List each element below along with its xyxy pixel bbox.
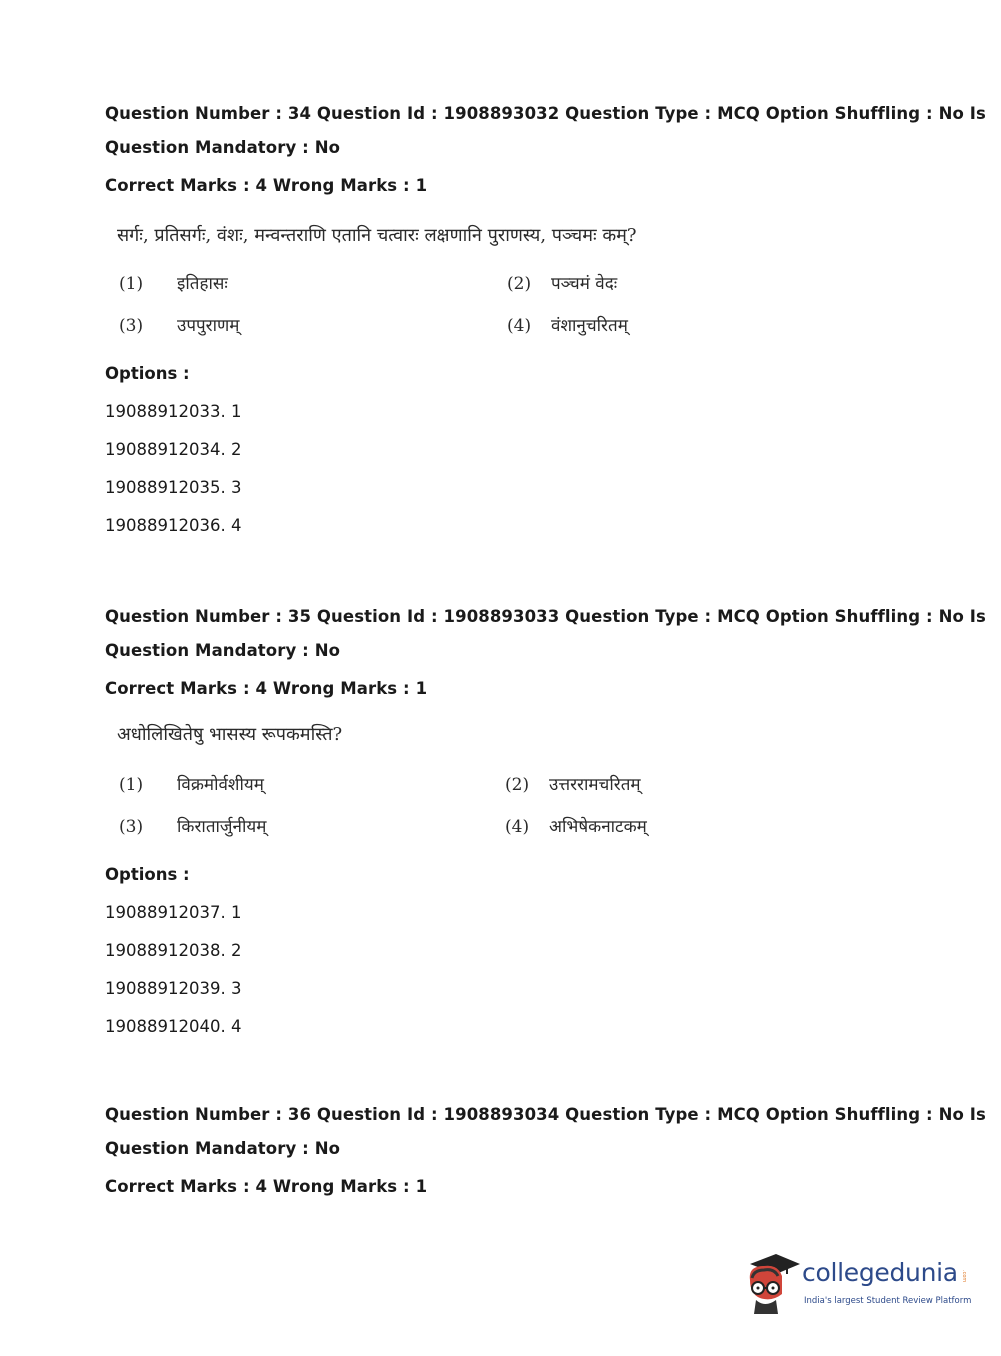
choice-text: किरातार्जुनीयम्: [177, 817, 267, 837]
question-header-line2: Question Mandatory : No: [105, 1139, 341, 1158]
question-34: [105, 97, 986, 545]
choice-3: [119, 806, 266, 848]
choice-1: [119, 764, 264, 806]
choice-4: [505, 806, 647, 848]
choice-number: (1): [119, 775, 144, 795]
choice-text: उपपुराणम्: [177, 316, 240, 336]
option-id: 19088912033. 1: [105, 402, 242, 421]
choice-text: इतिहासः: [177, 274, 228, 294]
question-36: [105, 1098, 986, 1204]
options-label: Options :: [105, 865, 190, 884]
collegedunia-logo: [742, 1250, 972, 1320]
choice-text: अभिषेकनाटकम्: [549, 817, 647, 837]
choice-number: (3): [119, 316, 144, 336]
question-header-line1: Question Number : 34 Question Id : 1908893032 Question Type : MCQ Option Shuffling : No Is: [105, 104, 986, 123]
choice-1: [119, 263, 228, 305]
choice-number: (2): [507, 274, 532, 294]
question-35: [105, 600, 986, 1046]
question-header-line2: Question Mandatory : No: [105, 641, 341, 660]
choice-2: [505, 764, 641, 806]
marks-info: Correct Marks : 4 Wrong Marks : 1: [105, 1177, 428, 1196]
marks-info: Correct Marks : 4 Wrong Marks : 1: [105, 176, 428, 195]
option-id: 19088912038. 2: [105, 941, 242, 960]
question-text: सर्गः, प्रतिसर्गः, वंशः, मन्वन्तराणि एतानि चत्वारः लक्षणानि पुराणस्य, पञ्चमः कम्?: [117, 225, 637, 246]
question-header-line1: Question Number : 36 Question Id : 1908893034 Question Type : MCQ Option Shuffling : No Is: [105, 1105, 986, 1124]
choice-text: उत्तररामचरितम्: [549, 775, 641, 795]
question-text: अधोलिखितेषु भासस्य रूपकमस्ति?: [117, 724, 343, 745]
choice-2: [507, 263, 617, 305]
choice-number: (1): [119, 274, 144, 294]
choice-number: (2): [505, 775, 530, 795]
choice-text: वंशानुचरितम्: [551, 316, 628, 336]
question-header-line1: Question Number : 35 Question Id : 1908893033 Question Type : MCQ Option Shuffling : No Is: [105, 607, 986, 626]
choice-text: विक्रमोर्वशीयम्: [177, 775, 264, 795]
question-header-line2: Question Mandatory : No: [105, 138, 341, 157]
choice-text: पञ्चमं वेदः: [551, 274, 618, 294]
choice-grid: [119, 764, 925, 848]
option-id: 19088912036. 4: [105, 516, 242, 535]
choice-grid: [119, 263, 925, 347]
marks-info: Correct Marks : 4 Wrong Marks : 1: [105, 679, 428, 698]
choice-number: (4): [507, 316, 532, 336]
option-id: 19088912037. 1: [105, 903, 242, 922]
option-id: 19088912039. 3: [105, 979, 242, 998]
option-id: 19088912035. 3: [105, 478, 242, 497]
option-id: 19088912034. 2: [105, 440, 242, 459]
mascot-icon: [742, 1250, 804, 1318]
logo-name: collegedunia: [802, 1258, 958, 1287]
choice-number: (4): [505, 817, 530, 837]
logo-suffix: .com: [961, 1270, 967, 1283]
logo-tagline: India's largest Student Review Platform: [804, 1296, 972, 1306]
option-id: 19088912040. 4: [105, 1017, 242, 1036]
choice-number: (3): [119, 817, 144, 837]
options-label: Options :: [105, 364, 190, 383]
choice-4: [507, 305, 628, 347]
choice-3: [119, 305, 239, 347]
